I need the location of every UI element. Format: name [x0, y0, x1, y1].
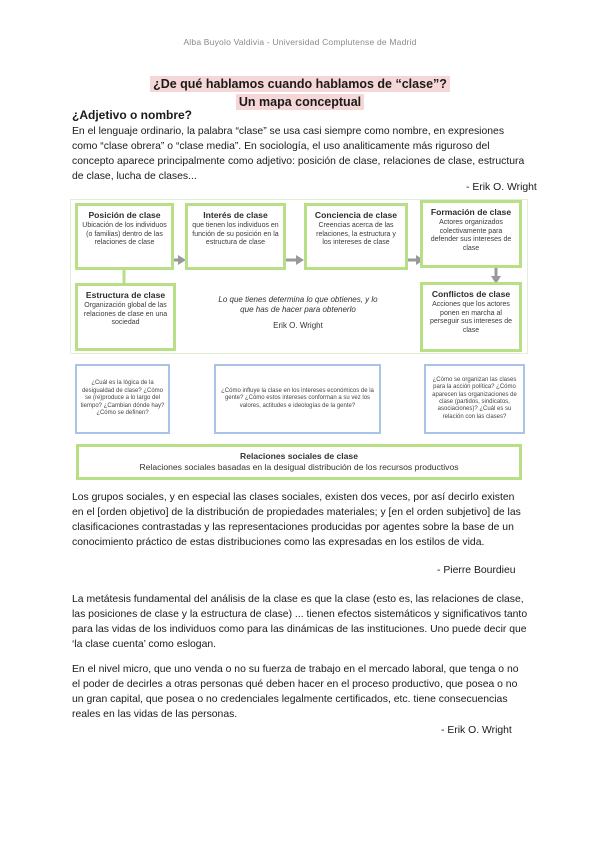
center-quote-text: Lo que tienes determina lo que obtienes, y lo que has de hacer para obtenerlo: [218, 295, 378, 314]
node-estructura-de-clase: Estructura de clase Organización global de las relaciones de clase en una sociedad: [75, 283, 176, 351]
node-relaciones-sociales: Relaciones sociales de clase Relaciones sociales basadas en la desigual distribución de los recursos productivos: [76, 444, 522, 480]
page-header: Alba Buyolo Valdivia - Universidad Complutense de Madrid: [183, 37, 417, 47]
question-box-2: ¿Cómo influye la clase en los intereses económicos de la gente? ¿Cómo estos intereses conforman a su vez los valores, actitudes e ideologías de la gente?: [214, 364, 381, 434]
title-line-1: ¿De qué hablamos cuando hablamos de “clase”?: [150, 76, 450, 92]
node-conciencia-de-clase: Conciencia de clase Creencias acerca de las relaciones, la estructura y los intereses de clase: [304, 203, 408, 270]
center-quote-author: Erik O. Wright: [273, 321, 323, 330]
center-quote: [212, 295, 384, 331]
paragraph-4: En el nivel micro, que uno venda o no su fuerza de trabajo en el mercado laboral, que tenga o no el poder de decirles a otras personas qué deben hacer en el proceso productivo, que posea o no un gran capital, que posea o no credenciales legalmente certificados, etc. tiene consecuencias reales en las vidas de las personas.: [72, 664, 519, 720]
node-conflictos-de-clase: Conflictos de clase Acciones que los actores ponen en marcha al perseguir sus intereses de clase: [420, 282, 522, 352]
paragraph-3: La metátesis fundamental del análisis de la clase es que la clase (esto es, las relaciones de clase, las posiciones de clase y la estructura de clase) ... tienen efectos sistemáticos y significativos tanto para las vidas de los individuos como para las dinámicas de las instituciones. Uno puede decir que ‘la clase cuenta’ como eslogan.: [72, 594, 528, 650]
author-bourdieu: - Pierre Bourdieu: [437, 565, 516, 576]
node-formacion-de-clase: Formación de clase Actores organizados colectivamente para defender sus intereses de clase: [420, 200, 522, 268]
node-posicion-de-clase: Posición de clase Ubicación de los individuos (o familias) dentro de las relaciones de clase: [75, 203, 174, 270]
section-subtitle: ¿Adjetivo o nombre?: [72, 108, 192, 122]
question-box-3: ¿Cómo se organizan las clases para la acción política? ¿Cómo aparecen las organizaciones de clase (partidos, sindicatos, asociaciones)? ¿Cuál es su relación con las clases?: [424, 364, 525, 434]
paragraph-1: En el lenguaje ordinario, la palabra “clase” se usa casi siempre como nombre, en expresiones como “clase obrera” o “clase media”. En sociología, el uso analiticamente más riguroso del concepto aparece principalmente como adjetivo: posición de clase, relaciones de clase, estructura de clase, lucha de clases...: [72, 126, 525, 182]
question-box-1: ¿Cuál es la lógica de la desigualdad de clase? ¿Cómo se (re)produce a lo largo del tiempo? ¿Cambian dónde hay? ¿Cómo se definen?: [75, 364, 170, 434]
paragraph-2: Los grupos sociales, y en especial las clases sociales, existen dos veces, por así decirlo existen en el [orden objetivo] de la distribución de propiedades materiales; y [en el orden subjetivo] de las clasificaciones contrastadas y las representaciones producidas por agentes sobre la base de un conocimiento práctico de estas distribuciones como las expresadas en los estilos de vida.: [72, 492, 521, 548]
author-wright-1: - Erik O. Wright: [466, 182, 537, 193]
title-line-2: Un mapa conceptual: [236, 94, 364, 110]
author-wright-2: - Erik O. Wright: [441, 725, 512, 736]
node-interes-de-clase: Interés de clase que tienen los individuos en función de su posición en la estructura de clase: [185, 203, 286, 270]
